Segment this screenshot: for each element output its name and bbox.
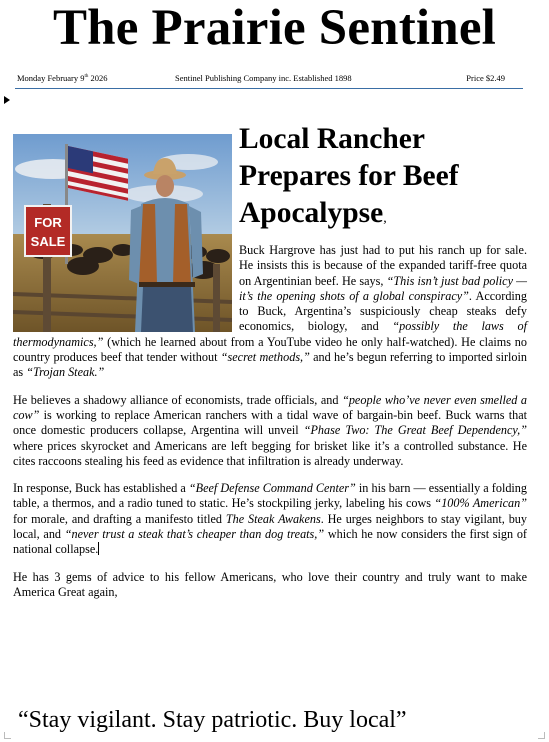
paragraph-3: In response, Buck has established a “Beef Defense Command Center” in his barn — essentially a folding table, a thermos, and a radio tuned to static. He’s stockpiling jerky, labeling his cows “100% American” for morale, and drafting a manifesto titled The Steak Awakens. He urges neighbors to stay vigilant, buy local, and “never trust a steak that’s cheaper than dog treats,” which he now considers the first sign of national collapse. xyxy=(13,481,527,557)
paragraph-1: Buck Hargrove has just had to put his ranch up for sale. He insists this is because of the expanded tariff-free quota on Argentinian beef. He says, “This isn’t just bad policy — it’s the opening shots of a global conspiracy”. According to Buck, Argentina’s suspiciously cheap steaks defy economics, biology, and “possibly the laws of thermodynamics,” (which he learned about from a YouTube video he only half-watched). He claims no country produces beef that tender without “secret methods,” and he’s begun referring to imported sirloin as “Trojan Steak.” xyxy=(13,243,527,380)
issue-date: Monday February 9th 2026 xyxy=(17,73,108,83)
article-headline: Local Rancher Prepares for Beef Apocalypse, xyxy=(239,123,459,229)
page-corner-mark xyxy=(4,732,11,739)
article-body[interactable] xyxy=(13,121,527,612)
newspaper-masthead: The Prairie Sentinel xyxy=(52,0,497,56)
closing-quote: “Stay vigilant. Stay patriotic. Buy local” xyxy=(18,707,407,733)
paragraph-marker-icon xyxy=(4,96,10,104)
masthead-divider xyxy=(15,88,523,89)
paragraph-2: He believes a shadowy alliance of economists, trade officials, and “people who’ve never even smelled a cow” is working to replace American ranchers with a tidal wave of bargain-bin beef. Buck warns that once domestic producers collapse, Argentina will unveil “Phase Two: The Great Beef Dependency,” where prices skyrocket and Americans are left begging for brisket like it’s a controlled substance. He cites raccoons stealing his feed as evidence that infiltration is already underway. xyxy=(13,392,527,468)
issue-price: Price $2.49 xyxy=(466,73,505,83)
for-sale-sign-line2: SALE xyxy=(30,234,66,249)
rancher-photo xyxy=(13,134,232,332)
publisher-info: Sentinel Publishing Company inc. Established 1898 xyxy=(175,73,352,83)
page-corner-mark xyxy=(538,732,545,739)
text-cursor xyxy=(98,542,99,555)
for-sale-sign-line1: FOR xyxy=(34,215,62,230)
paragraph-4: He has 3 gems of advice to his fellow Americans, who love their country and truly want to make America Great again, xyxy=(13,569,527,599)
